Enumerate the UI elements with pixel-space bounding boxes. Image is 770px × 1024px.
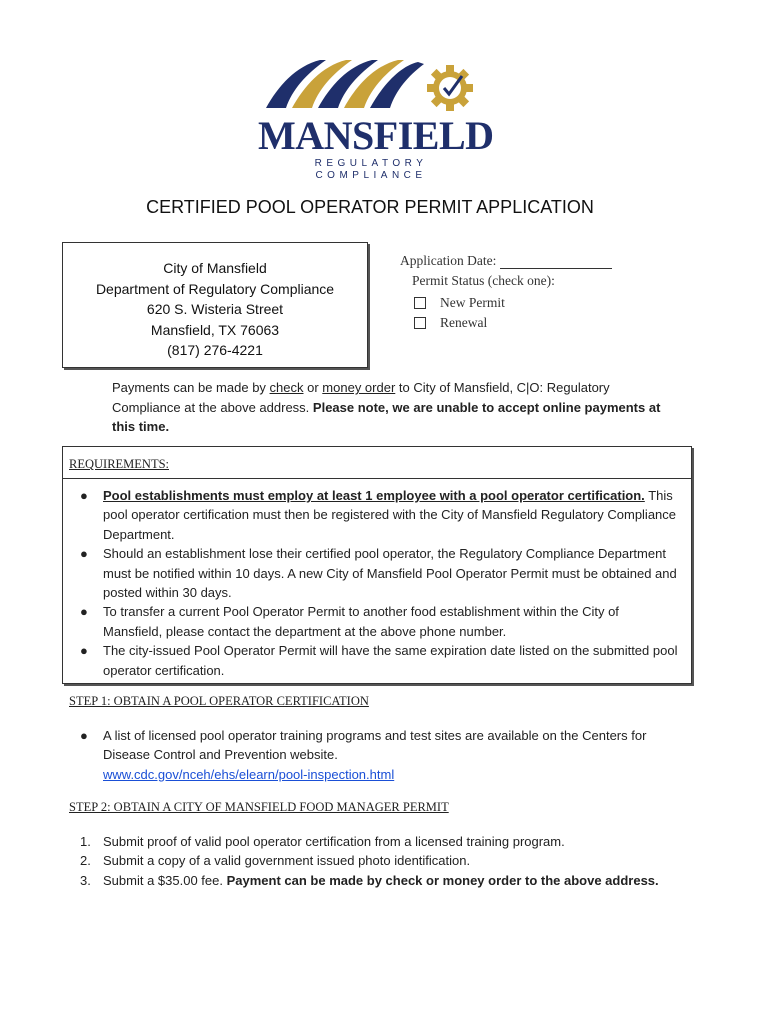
payments-text: or: [303, 380, 323, 395]
step1-heading: STEP 1: OBTAIN A POOL OPERATOR CERTIFICATION: [69, 694, 369, 708]
cdc-link[interactable]: www.cdc.gov/nceh/ehs/elearn/pool-inspection.html: [103, 766, 395, 782]
payments-online-note: Please note, we are unable to accept online payments at this time.: [112, 399, 661, 434]
new-permit-label: New Permit: [440, 295, 505, 310]
bullet-icon: ●: [80, 728, 88, 743]
step1-list: [80, 726, 680, 784]
address-line-street: 620 S. Wisteria Street: [146, 301, 284, 317]
step2-list: [80, 832, 680, 890]
divider: [63, 478, 691, 479]
address-line-phone: (817) 276-4221: [167, 342, 263, 358]
bullet-icon: ●: [80, 488, 88, 503]
list-item: [80, 726, 680, 784]
payments-check: check: [269, 380, 304, 395]
list-item: [80, 832, 680, 851]
bullet-icon: ●: [80, 643, 88, 659]
step1-text: A list of licensed pool operator training programs and test sites are available on the Centers for Disease Control and Prevention website.: [103, 728, 647, 763]
list-item: [80, 641, 680, 680]
requirement-text: This pool operator certification must then be registered with the City of Mansfield Regulatory Compliance Department.: [103, 488, 677, 542]
payments-text: Payments can be made by: [112, 380, 270, 395]
list-item: [80, 602, 680, 641]
renewal-option[interactable]: [414, 315, 487, 331]
list-item: [80, 871, 680, 890]
checkbox-icon[interactable]: [414, 297, 426, 309]
page-title: CERTIFIED POOL OPERATOR PERMIT APPLICATION: [146, 197, 594, 217]
list-number: 3.: [80, 872, 91, 888]
step2-text: Submit a $35.00 fee.: [103, 872, 227, 888]
bullet-icon: ●: [80, 546, 88, 562]
list-item: [80, 486, 680, 544]
requirement-text: Should an establishment lose their certified pool operator, the Regulatory Compliance Department must be notified within 10 days. A new City of Mansfield Pool Operator Permit must be obtained and posted within 30 days.: [103, 546, 677, 601]
checkbox-icon[interactable]: [414, 317, 426, 329]
gear-icon: [427, 65, 473, 111]
step2-heading: STEP 2: OBTAIN A CITY OF MANSFIELD FOOD MANAGER PERMIT: [69, 800, 449, 814]
logo-tagline: REGULATORY COMPLIANCE: [314, 158, 428, 181]
renewal-label: Renewal: [440, 315, 488, 330]
list-number: 2.: [80, 853, 91, 869]
list-number: 1.: [80, 834, 91, 849]
address-box: [62, 242, 368, 368]
payments-text: to City of Mansfield, C|O: Regulatory Compliance at the above address.: [112, 380, 610, 415]
address-line-city: City of Mansfield: [163, 260, 267, 276]
list-item: [80, 851, 680, 870]
requirements-heading: REQUIREMENTS:: [69, 457, 169, 471]
payments-money-order: money order: [322, 380, 396, 395]
requirement-text: To transfer a current Pool Operator Permit to another food establishment within the City of Mansfield, please contact the department at the above phone number.: [103, 604, 619, 639]
step2-bold: Payment can be made by check or money order to the above address.: [226, 872, 659, 888]
application-date-label: Application Date:: [400, 253, 497, 268]
logo-wordmark: MANSFIELD: [258, 113, 494, 158]
requirement-bold: Pool establishments must employ at least 1 employee with a pool operator certification.: [103, 488, 645, 503]
payments-note: [112, 378, 672, 437]
bullet-icon: ●: [80, 604, 88, 620]
permit-status-label: Permit Status (check one):: [412, 273, 555, 288]
address-line-department: Department of Regulatory Compliance: [95, 280, 335, 297]
application-date-field[interactable]: [400, 253, 612, 269]
requirements-list: [80, 486, 680, 680]
address-line-city-state-zip: Mansfield, TX 76063: [150, 321, 280, 338]
step2-text: Submit a copy of a valid government issued photo identification.: [103, 853, 471, 869]
requirement-text: The city-issued Pool Operator Permit will have the same expiration date listed on the submitted pool operator certification.: [103, 643, 678, 678]
list-item: [80, 544, 680, 602]
new-permit-option[interactable]: [414, 295, 505, 311]
step2-text: Submit proof of valid pool operator certification from a licensed training program.: [103, 834, 565, 849]
application-date-blank[interactable]: [500, 256, 612, 269]
